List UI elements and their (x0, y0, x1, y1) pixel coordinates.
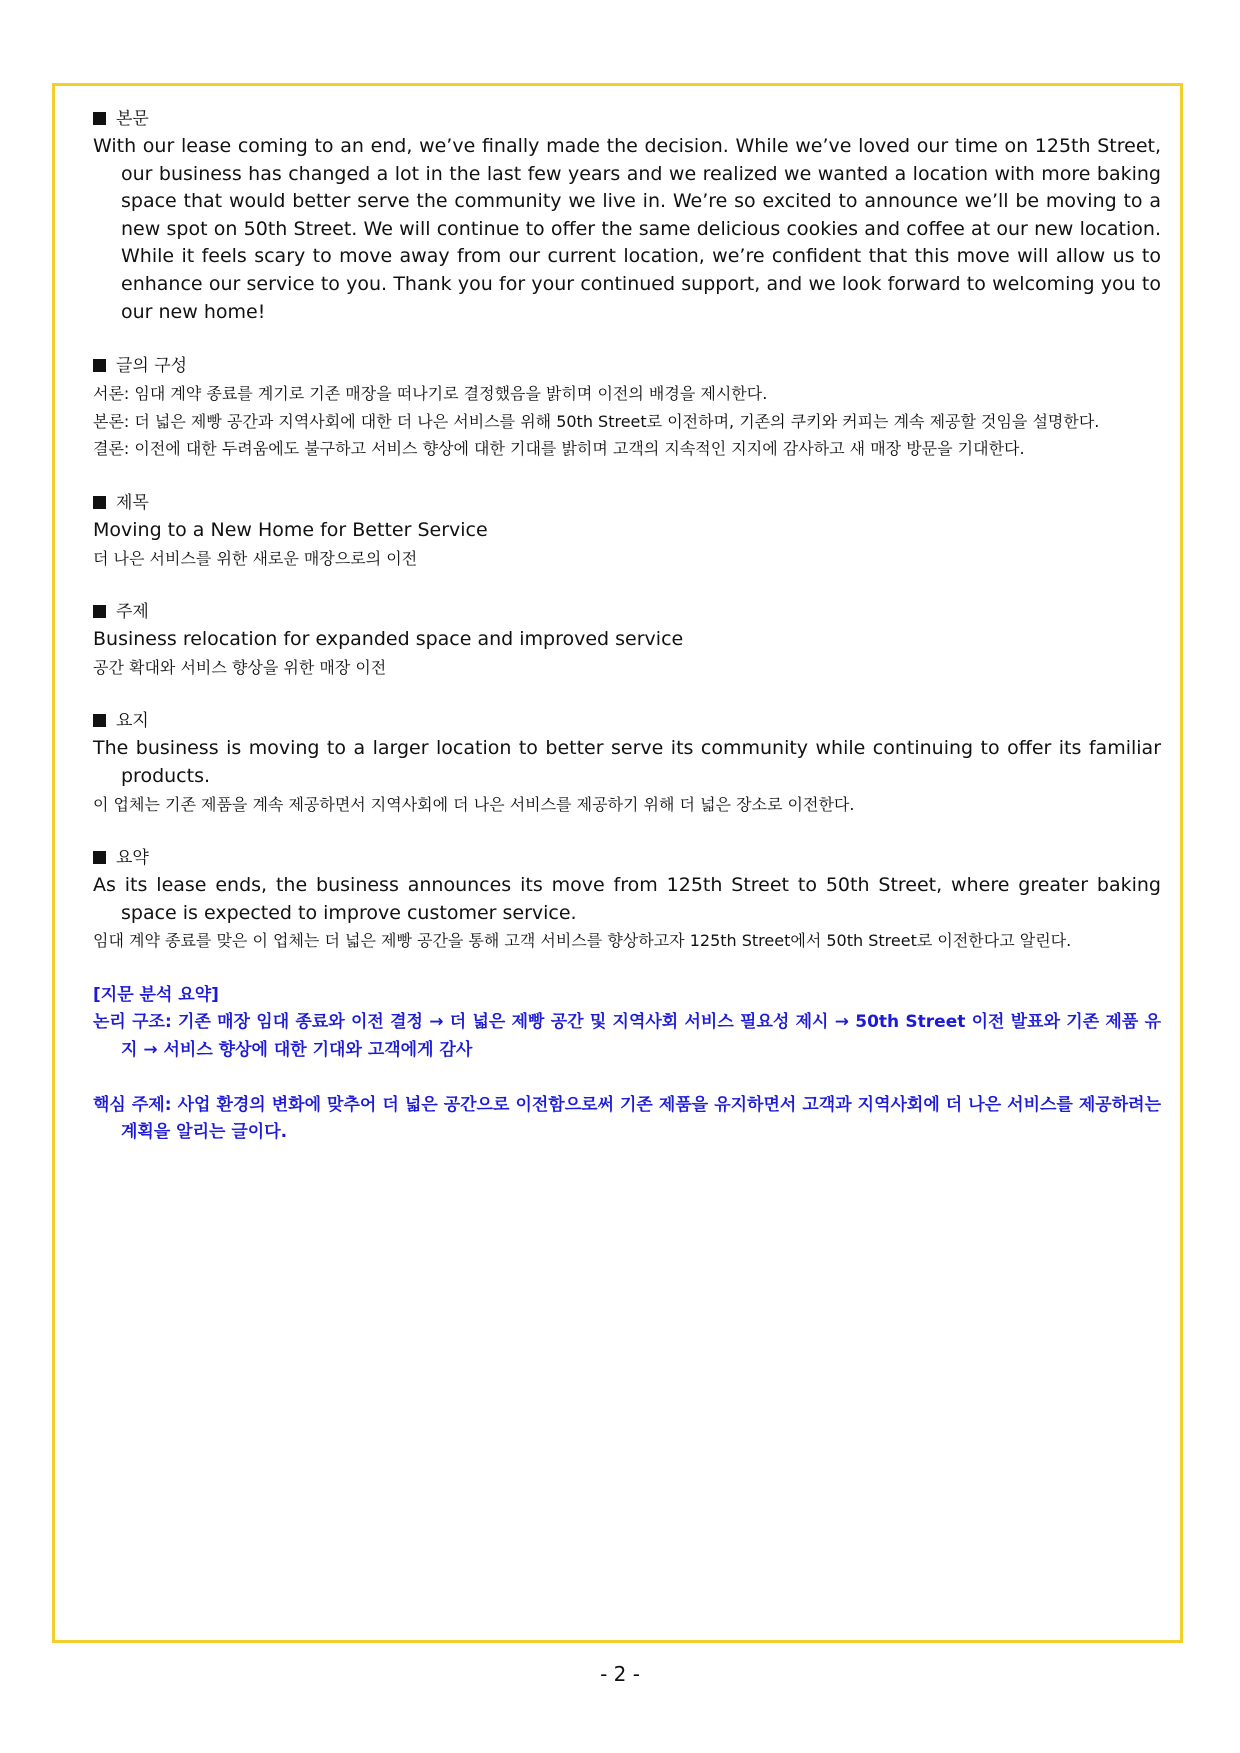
section-structure (93, 353, 1161, 463)
title-english: Moving to a New Home for Better Service (93, 518, 488, 541)
topic-english: Business relocation for expanded space and improved service (93, 628, 684, 651)
section-title (93, 490, 1161, 572)
gist-korean: 이 업체는 기존 제품을 계속 제공하면서 지역사회에 더 나은 서비스를 제공하기 위해 더 넓은 장소로 이전한다. (93, 794, 855, 814)
section-heading: 요지 (93, 708, 1161, 735)
summary-korean: 임대 계약 종료를 맞은 이 업체는 더 넓은 제빵 공간을 통해 고객 서비스를 향상하고자 125th Street에서 50th Street로 이전한다고 알린다. (93, 931, 1072, 951)
analysis-title: [지문 분석 요약] (93, 984, 219, 1005)
section-heading: 요약 (93, 845, 1161, 872)
section-heading: 주제 (93, 599, 1161, 626)
page-number: - 2 - (600, 1662, 640, 1686)
gist-english: The business is moving to a larger location to better serve its community while continuing to offer its familiar products. (93, 737, 1161, 787)
square-bullet-icon (93, 359, 106, 372)
document-content (93, 106, 1161, 1147)
section-topic (93, 599, 1161, 681)
structure-main: 본론: 더 넓은 제빵 공간과 지역사회에 대한 더 나은 서비스를 위해 50th Street로 이전하며, 기존의 쿠키와 커피는 계속 제공할 것임을 설명한다. (93, 411, 1100, 431)
section-heading: 본문 (93, 106, 1161, 133)
section-gist (93, 708, 1161, 818)
square-bullet-icon (93, 714, 106, 727)
analysis-logic: 논리 구조: 기존 매장 임대 종료와 이전 결정 → 더 넓은 제빵 공간 및 지역사회 서비스 필요성 제시 → 50th Street 이전 발표와 기존 제품 유지 → 서비스 향상에 대한 기대와 고객에게 감사 (93, 1012, 1161, 1061)
square-bullet-icon (93, 112, 106, 125)
square-bullet-icon (93, 851, 106, 864)
passage-text: With our lease coming to an end, we’ve finally made the decision. While we’ve loved our time on 125th Street, our business has changed a lot in the last few years and we realized we wanted a location with more baking space that would better serve the community we live in. We’re so excited to announce we’ll be moving to a new spot on 50th Street. We will continue to offer the same delicious cookies and coffee at our new location. While it feels scary to move away from our current location, we’re confident that this move will allow us to enhance our service to you. Thank you for your continued support, and we look forward to welcoming you to our new home! (93, 135, 1161, 323)
square-bullet-icon (93, 605, 106, 618)
section-summary (93, 845, 1161, 955)
section-heading: 제목 (93, 490, 1161, 517)
analysis-summary (93, 982, 1161, 1147)
structure-intro: 서론: 임대 계약 종료를 계기로 기존 매장을 떠나기로 결정했음을 밝히며 이전의 배경을 제시한다. (93, 384, 768, 404)
topic-korean: 공간 확대와 서비스 향상을 위한 매장 이전 (93, 657, 387, 677)
section-heading: 글의 구성 (93, 353, 1161, 380)
structure-conclusion: 결론: 이전에 대한 두려움에도 불구하고 서비스 향상에 대한 기대를 밝히며 고객의 지속적인 지지에 감사하고 새 매장 방문을 기대한다. (93, 439, 1025, 459)
square-bullet-icon (93, 496, 106, 509)
summary-english: As its lease ends, the business announces its move from 125th Street to 50th Street, where greater baking space is expected to improve customer service. (93, 874, 1161, 924)
analysis-core: 핵심 주제: 사업 환경의 변화에 맞추어 더 넓은 공간으로 이전함으로써 기존 제품을 유지하면서 고객과 지역사회에 더 나은 서비스를 제공하려는 계획을 알리는 글이다. (93, 1094, 1161, 1143)
title-korean: 더 나은 서비스를 위한 새로운 매장으로의 이전 (93, 548, 418, 568)
section-body (93, 106, 1161, 326)
